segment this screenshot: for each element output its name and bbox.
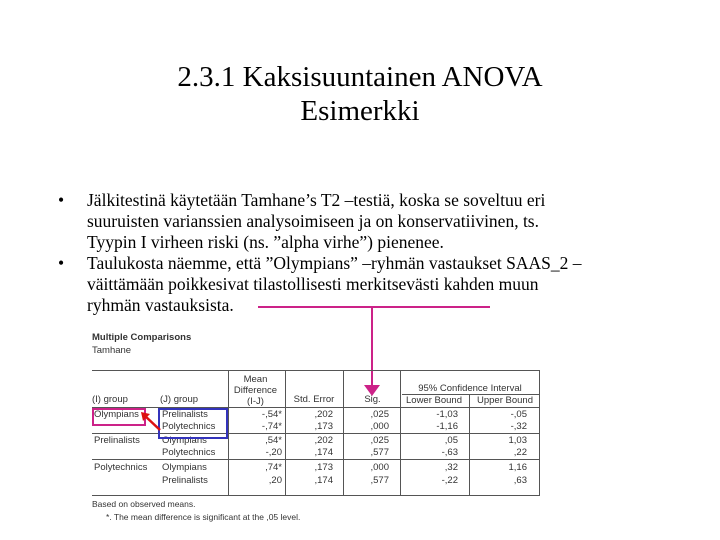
table-cell-upper: -,32 <box>510 421 527 432</box>
table-cell-mean-diff: ,20 <box>268 475 282 486</box>
header-upper-bound: Upper Bound <box>477 395 533 406</box>
table-cell-lower: -1,16 <box>436 421 458 432</box>
table-cell-i-group: Polytechnics <box>94 462 148 473</box>
slide-title <box>0 60 720 128</box>
table-cell-sig: ,025 <box>370 409 389 420</box>
table-cell-lower: ,05 <box>444 435 458 446</box>
bullet-line: Jälkitestinä käytetään Tamhane’s T2 –testiä, koska se soveltuu eri <box>87 190 546 210</box>
bullet-line: väittämään poikkesivat tilastollisesti merkitsevästi kahden muun <box>87 274 539 294</box>
comparison-groups-highlight-box <box>158 408 228 439</box>
header-confidence-interval: 95% Confidence Interval <box>418 383 522 394</box>
bullet-line: suuruisten varianssien analysoimiseen ja on konservatiivinen, ts. <box>87 211 539 231</box>
table-cell-sig: ,577 <box>370 447 389 458</box>
table-bottom-rule <box>92 495 540 496</box>
ci-header-rule <box>402 394 540 395</box>
column-rule <box>539 370 540 495</box>
header-mean-line: Difference <box>233 385 278 396</box>
bullet-line: ryhmän vastauksista. <box>87 295 234 315</box>
bullet-list <box>58 190 668 316</box>
title-line-1: 2.3.1 Kaksisuuntainen ANOVA <box>177 61 543 93</box>
header-i-group: (I) group <box>92 394 128 405</box>
table-cell-j-group: Olympians <box>162 435 207 446</box>
table-cell-std-error: ,174 <box>314 447 333 458</box>
table-cell-sig: ,000 <box>370 421 389 432</box>
table-cell-j-group: Prelinalists <box>162 475 208 486</box>
table-cell-upper: 1,03 <box>508 435 527 446</box>
bullet-line: Taulukosta näemme, että ”Olympians” –ryhmän vastaukset SAAS_2 – <box>87 253 582 273</box>
table-cell-upper: 1,16 <box>508 462 527 473</box>
table-cell-lower: ,32 <box>444 462 458 473</box>
table-cell-lower: -,22 <box>441 475 458 486</box>
table-footnote: Based on observed means. <box>92 499 196 509</box>
arrow-left-icon <box>140 412 162 432</box>
table-cell-sig: ,000 <box>370 462 389 473</box>
table-cell-mean-diff: -,54* <box>261 409 282 420</box>
olympians-highlight-box <box>92 408 146 426</box>
table-cell-j-group: Prelinalists <box>162 409 208 420</box>
table-cell-mean-diff: -,20 <box>265 447 282 458</box>
table-cell-j-group: Polytechnics <box>162 421 216 432</box>
title-line-2: Esimerkki <box>300 95 420 127</box>
table-top-rule <box>92 370 540 371</box>
highlight-underline <box>258 306 490 308</box>
header-mean-line: (I-J) <box>247 396 264 407</box>
table-cell-std-error: ,202 <box>314 409 333 420</box>
header-lower-bound: Lower Bound <box>406 395 462 406</box>
header-mean-line: Mean <box>243 374 268 385</box>
table-cell-lower: -1,03 <box>436 409 458 420</box>
table-cell-j-group: Olympians <box>162 462 207 473</box>
table-subtitle: Tamhane <box>92 345 132 356</box>
table-cell-std-error: ,173 <box>314 462 333 473</box>
table-cell-upper: ,63 <box>513 475 527 486</box>
table-cell-i-group: Prelinalists <box>94 435 140 446</box>
table-cell-upper: -,05 <box>510 409 527 420</box>
header-j-group: (J) group <box>160 394 199 405</box>
header-std-error: Std. Error <box>293 394 335 405</box>
table-cell-upper: ,22 <box>513 447 527 458</box>
table-cell-sig: ,025 <box>370 435 389 446</box>
table-cell-mean-diff: -,74* <box>261 421 282 432</box>
table-cell-std-error: ,174 <box>314 475 333 486</box>
header-sig: Sig. <box>364 394 381 405</box>
table-cell-sig: ,577 <box>370 475 389 486</box>
table-cell-i-group: Olympians <box>94 409 139 420</box>
bullet-symbol: • <box>58 190 65 210</box>
table-cell-mean-diff: ,54* <box>265 435 282 446</box>
table-cell-j-group: Polytechnics <box>162 447 216 458</box>
group-rule <box>92 459 540 460</box>
header-mean-difference <box>228 374 283 407</box>
bullet-item-1 <box>58 190 668 253</box>
table-cell-std-error: ,202 <box>314 435 333 446</box>
bullet-symbol: • <box>58 253 65 273</box>
table-cell-lower: -,63 <box>441 447 458 458</box>
bullet-line: Tyypin I virheen riski (ns. ”alpha virhe”) pienenee. <box>87 232 444 252</box>
table-footnote: *. The mean difference is significant at the ,05 level. <box>106 512 301 522</box>
table-cell-std-error: ,173 <box>314 421 333 432</box>
table-cell-mean-diff: ,74* <box>265 462 282 473</box>
table-title: Multiple Comparisons <box>92 332 192 343</box>
